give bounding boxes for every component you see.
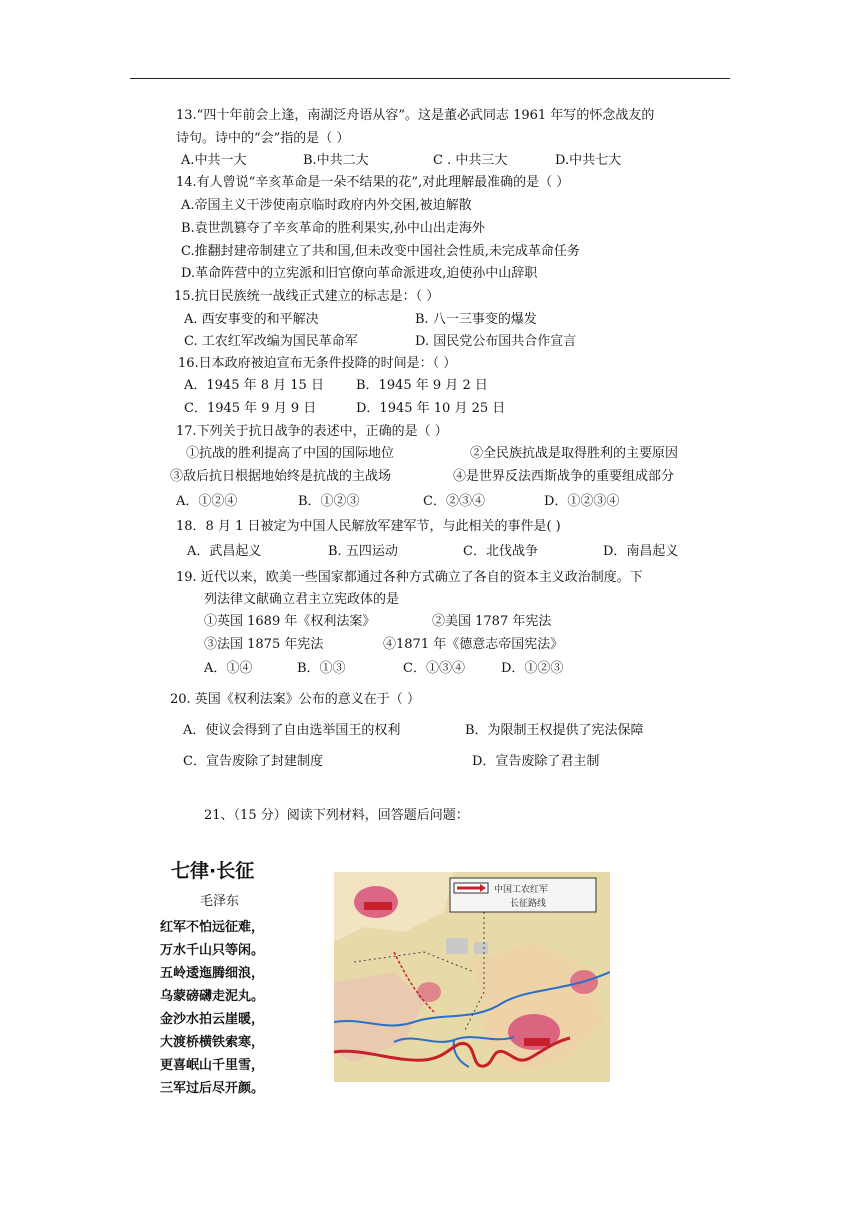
q19-item-1: ①英国 1689 年《权利法案》 bbox=[204, 614, 376, 629]
long-march-map bbox=[334, 872, 610, 1082]
poem-line-1: 红军不怕远征难， bbox=[160, 920, 265, 935]
map-gray-block-2 bbox=[474, 942, 488, 954]
q20-option-d: D．宣告废除了君主制 bbox=[472, 754, 600, 769]
q17-item-1: ①抗战的胜利提高了中国的国际地位 bbox=[186, 446, 395, 461]
q18-option-a: A．武昌起义 bbox=[187, 544, 262, 559]
q13-option-d: D.中共七大 bbox=[555, 153, 622, 168]
poem-title: 七律·长征 bbox=[171, 860, 255, 882]
q19-item-4: ④1871 年《德意志帝国宪法》 bbox=[383, 637, 564, 652]
q16-option-b: B．1945 年 9 月 2 日 bbox=[356, 378, 488, 393]
poem-line-2: 万水千山只等闲。 bbox=[160, 943, 265, 958]
q14-option-d: D.革命阵营中的立宪派和旧官僚向革命派进攻,迫使孙中山辞职 bbox=[181, 266, 538, 281]
q16-option-a: A．1945 年 8 月 15 日 bbox=[184, 378, 324, 393]
header-rule bbox=[130, 78, 730, 79]
q13-option-a: A.中共一大 bbox=[181, 153, 247, 168]
q20-option-c: C．宣告废除了封建制度 bbox=[183, 754, 323, 769]
q14-option-a: A.帝国主义干涉使南京临时政府内外交困,被迫解散 bbox=[181, 198, 472, 213]
q17-item-2: ②全民族抗战是取得胜利的主要原因 bbox=[470, 446, 679, 461]
q15-option-d: D. 国民党公布国共合作宣言 bbox=[415, 334, 577, 349]
q14-option-c: C.推翻封建帝制建立了共和国,但未改变中国社会性质,未完成革命任务 bbox=[181, 244, 580, 259]
q20-stem: 20. 英国《权利法案》公布的意义在于（ ） bbox=[170, 692, 420, 707]
poem-line-4: 乌蒙磅礴走泥丸。 bbox=[160, 989, 265, 1004]
q17-stem: 17.下列关于抗日战争的表述中，正确的是（ ） bbox=[176, 424, 448, 439]
q19-option-a: A．①④ bbox=[204, 661, 253, 676]
q14-stem: 14.有人曾说“辛亥革命是一朵不结果的花”,对此理解最准确的是（ ） bbox=[176, 175, 570, 190]
q18-stem: 18．8 月 1 日被定为中国人民解放军建军节，与此相关的事件是( ) bbox=[176, 519, 561, 534]
q19-item-3: ③法国 1875 年宪法 bbox=[204, 637, 324, 652]
poem-line-7: 更喜岷山千里雪， bbox=[160, 1058, 265, 1073]
q15-stem: 15.抗日民族统一战线正式建立的标志是：（ ） bbox=[174, 289, 440, 304]
map-gray-block-1 bbox=[446, 938, 468, 954]
q15-option-c: C. 工农红军改编为国民革命军 bbox=[184, 334, 358, 349]
q15-option-b: B. 八一三事变的爆发 bbox=[415, 312, 537, 327]
q17-item-4: ④是世界反法西斯战争的重要组成部分 bbox=[453, 469, 675, 484]
q19-item-2: ②美国 1787 年宪法 bbox=[432, 614, 552, 629]
poem-line-6: 大渡桥横铁索寒， bbox=[160, 1035, 265, 1050]
q13-stem-line2: 诗句。诗中的“会”指的是（ ） bbox=[176, 131, 350, 146]
map-base-area-central bbox=[417, 982, 441, 1002]
q18-option-d: D．南昌起义 bbox=[603, 544, 679, 559]
q13-option-b: B.中共二大 bbox=[303, 153, 369, 168]
q20-option-a: A．使议会得到了自由选举国王的权利 bbox=[183, 723, 401, 738]
map-legend-label-2: 长征路线 bbox=[510, 899, 547, 909]
poem-line-3: 五岭逶迤腾细浪， bbox=[160, 966, 265, 981]
map-legend-label-1: 中国工农红军 bbox=[494, 885, 549, 895]
q21-stem: 21、（15 分）阅读下列材料，回答题后问题： bbox=[204, 808, 469, 823]
q15-option-a: A. 西安事变的和平解决 bbox=[184, 312, 319, 327]
q19-option-c: C．①③④ bbox=[403, 661, 465, 676]
q13-stem-line1: 13.“四十年前会上逢，南湖泛舟语从容”。这是董必武同志 1961 年写的怀念战友的 bbox=[176, 108, 655, 123]
q19-stem-line2: 列法律文献确立君主立宪政体的是 bbox=[204, 592, 400, 607]
q16-option-c: C．1945 年 9 月 9 日 bbox=[184, 401, 317, 416]
q19-option-d: D．①②③ bbox=[501, 661, 564, 676]
poem-author: 毛泽东 bbox=[200, 894, 240, 909]
q17-item-3: ③敌后抗日根据地始终是抗战的主战场 bbox=[170, 469, 392, 484]
q16-option-d: D．1945 年 10 月 25 日 bbox=[356, 401, 506, 416]
q16-stem: 16.日本政府被迫宣布无条件投降的时间是：（ ） bbox=[178, 356, 457, 371]
q13-option-c: C . 中共三大 bbox=[433, 153, 508, 168]
q17-option-c: C．②③④ bbox=[423, 494, 485, 509]
poem-line-8: 三军过后尽开颜。 bbox=[160, 1081, 265, 1096]
map-label-box bbox=[364, 902, 392, 910]
q19-stem-line1: 19. 近代以来，欧美一些国家都通过各种方式确立了各自的资本主义政治制度。下 bbox=[176, 570, 643, 585]
poem-line-5: 金沙水拍云崖暖， bbox=[160, 1012, 265, 1027]
q14-option-b: B.袁世凯篡夺了辛亥革命的胜利果实,孙中山出走海外 bbox=[181, 221, 485, 236]
map-label-box-2 bbox=[524, 1038, 550, 1046]
q20-option-b: B．为限制王权提供了宪法保障 bbox=[465, 723, 644, 738]
q17-option-d: D．①②③④ bbox=[544, 494, 620, 509]
q17-option-a: A．①②④ bbox=[176, 494, 238, 509]
q18-option-b: B. 五四运动 bbox=[328, 544, 398, 559]
q19-option-b: B．①③ bbox=[297, 661, 346, 676]
q18-option-c: C．北伐战争 bbox=[463, 544, 538, 559]
q17-option-b: B．①②③ bbox=[298, 494, 360, 509]
